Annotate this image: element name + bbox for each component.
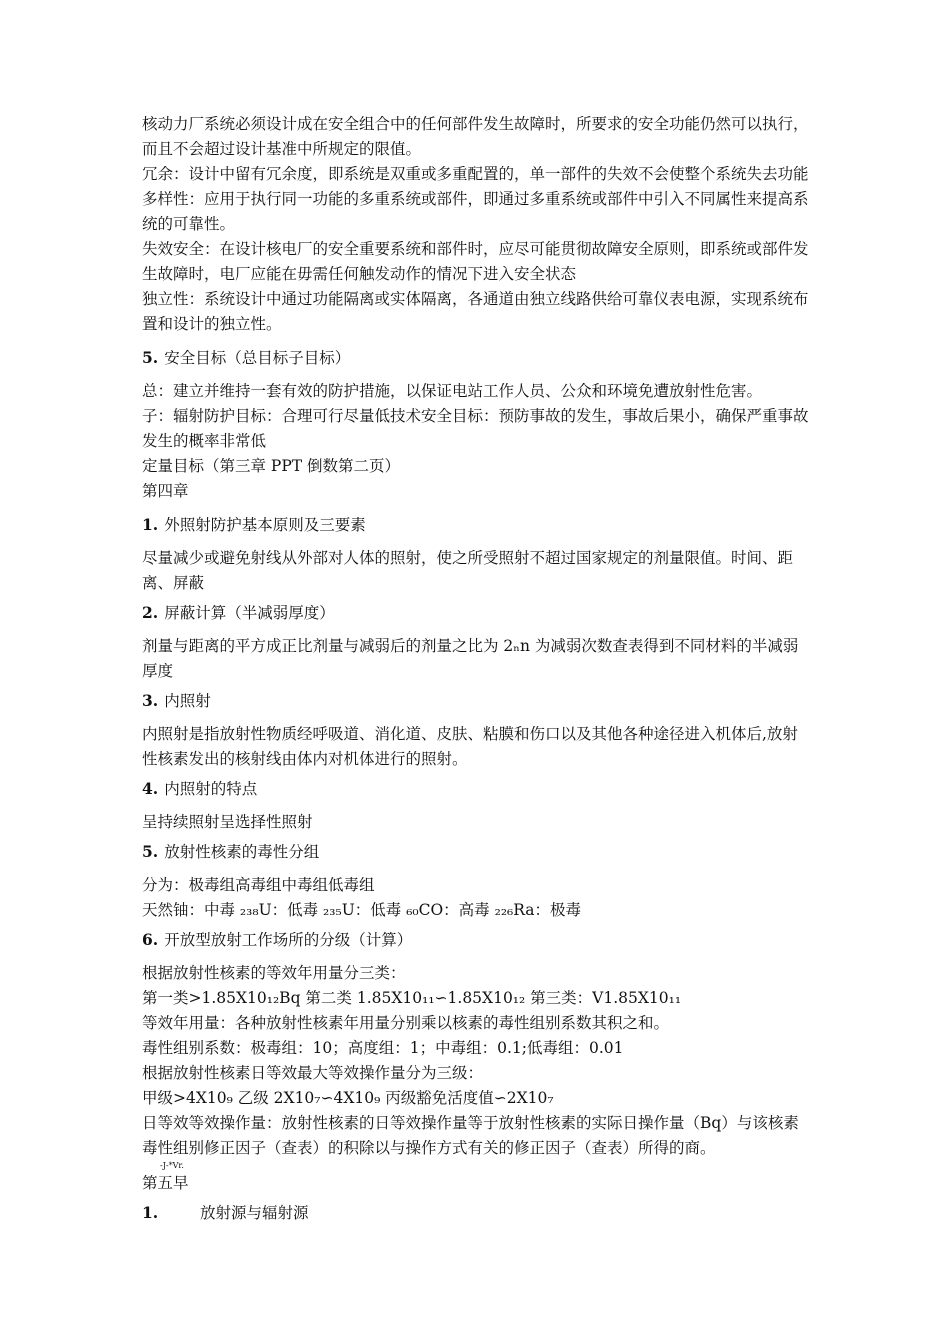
heading-text: 内照射的特点 [164,780,258,798]
paragraph-classes: 第一类>1.85X10₁₂Bq 第二类 1.85X10₁₁∽1.85X10₁₂ 第三类：V1.85X10₁₁ [142,989,682,1007]
paragraph-daily-levels: 根据放射性核素日等效最大等效操作量分为三级： [142,1064,484,1082]
paragraph-grade-levels: 甲级>4X10₉ 乙级 2X10₇∽4X10₉ 丙级豁免活度值∽2X10₇ [142,1089,554,1107]
paragraph-equivalent-annual: 等效年用量：各种放射性核素年用量分别乘以核素的毒性组别系数其积之和。 [142,1014,670,1032]
paragraph-toxicity-groups: 分为：极毒组高毒组中毒组低毒组 [142,876,375,894]
heading-number: 2. [142,603,159,622]
heading-shielding [142,600,812,626]
heading-workplace-classification [142,927,812,953]
heading-number: 5. [142,842,159,861]
chapter-five-title: 第五早 [142,1174,189,1192]
paragraph-fail-safe: 失效安全：在设计核电厂的安全重要系统和部件时，应尽可能贯彻故障安全原则，即系统或部件发生故障时，电厂应能在毋需任何触发动作的情况下进入安全状态 [142,240,809,283]
heading-number: 3. [142,691,159,710]
paragraph-external-exposure: 尽量减少或避免射线从外部对人体的照射，使之所受照射不超过国家规定的剂量限值。时间、距离、屏蔽 [142,549,794,592]
paragraph-independence: 独立性：系统设计中通过功能隔离或实体隔离，各通道由独立线路供给可靠仪表电源，实现系统布置和设计的独立性。 [142,290,809,333]
paragraph-redundancy: 冗余：设计中留有冗余度，即系统是双重或多重配置的，单一部件的失效不会使整个系统失去功能 [142,165,809,183]
paragraph-daily-operation: 日等效等效操作量：放射性核素的日等效操作量等于放射性核素的实际日操作量（Bq）与该核素毒性组别修正因子（查表）的积除以与操作方式有关的修正因子（查表）所得的商。 [142,1114,799,1157]
paragraph-sub-goals: 子：辐射防护目标：合理可行尽量低技术安全目标：预防事故的发生，事故后果小，确保严重事故发生的概率非常低 [142,407,809,450]
heading-text: 放射源与辐射源 [200,1204,309,1222]
heading-toxicity-groups [142,839,812,865]
heading-text: 内照射 [164,692,211,710]
paragraph-group-factors: 毒性组别系数：极毒组：10；高度组：1；中毒组：0.1;低毒组：0.01 [142,1039,624,1057]
heading-number: 5. [142,348,159,367]
paragraph-internal-features: 呈持续照射呈选择性照射 [142,813,313,831]
heading-text: 外照射防护基本原则及三要素 [164,516,366,534]
heading-radiation-sources [142,1200,812,1226]
heading-text: 安全目标（总目标子目标） [164,349,351,367]
heading-text: 屏蔽计算（半减弱厚度） [164,604,335,622]
paragraph-uranium: 天然铀：中毒 ₂₃₈U：低毒 ₂₃₅U：低毒 ₆₀CO：高毒 ₂₂₆Ra：极毒 [142,901,582,919]
heading-number: 4. [142,779,159,798]
document-page [142,112,812,1226]
heading-internal-features [142,776,812,802]
heading-text: 放射性核素的毒性分组 [164,843,320,861]
heading-text: 开放型放射工作场所的分级（计算） [164,931,413,949]
paragraph-shielding: 剂量与距离的平方成正比剂量与减弱后的剂量之比为 2ₙn 为减弱次数查表得到不同材料的半减弱厚度 [142,637,799,680]
heading-number: 1. [142,515,159,534]
paragraph-overall-goal: 总：建立并维持一套有效的防护措施，以保证电站工作人员、公众和环境免遭放射性危害。 [142,382,763,400]
footnote-mark: -J-*Vr. [160,1161,184,1170]
heading-external-exposure [142,512,812,538]
heading-internal-exposure [142,688,812,714]
heading-number: 1. [142,1203,159,1222]
heading-number: 6. [142,930,159,949]
paragraph-diversity: 多样性：应用于执行同一功能的多重系统或部件，即通过多重系统或部件中引入不同属性来提高系统的可靠性。 [142,190,809,233]
chapter-four-title: 第四章 [142,482,189,500]
paragraph-annual-usage: 根据放射性核素的等效年用量分三类： [142,964,406,982]
paragraph-internal-exposure: 内照射是指放射性物质经呼吸道、消化道、皮肤、粘膜和伤口以及其他各种途径进入机体后,放射性核素发出的核射线由体内对机体进行的照射。 [142,725,798,768]
paragraph-safety-function: 核动力厂系统必须设计成在安全组合中的任何部件发生故障时，所要求的安全功能仍然可以执行，而且不会超过设计基准中所规定的限值。 [142,115,809,158]
heading-safety-goals [142,345,812,371]
paragraph-quantitative-goal: 定量目标（第三章 PPT 倒数第二页） [142,457,401,475]
